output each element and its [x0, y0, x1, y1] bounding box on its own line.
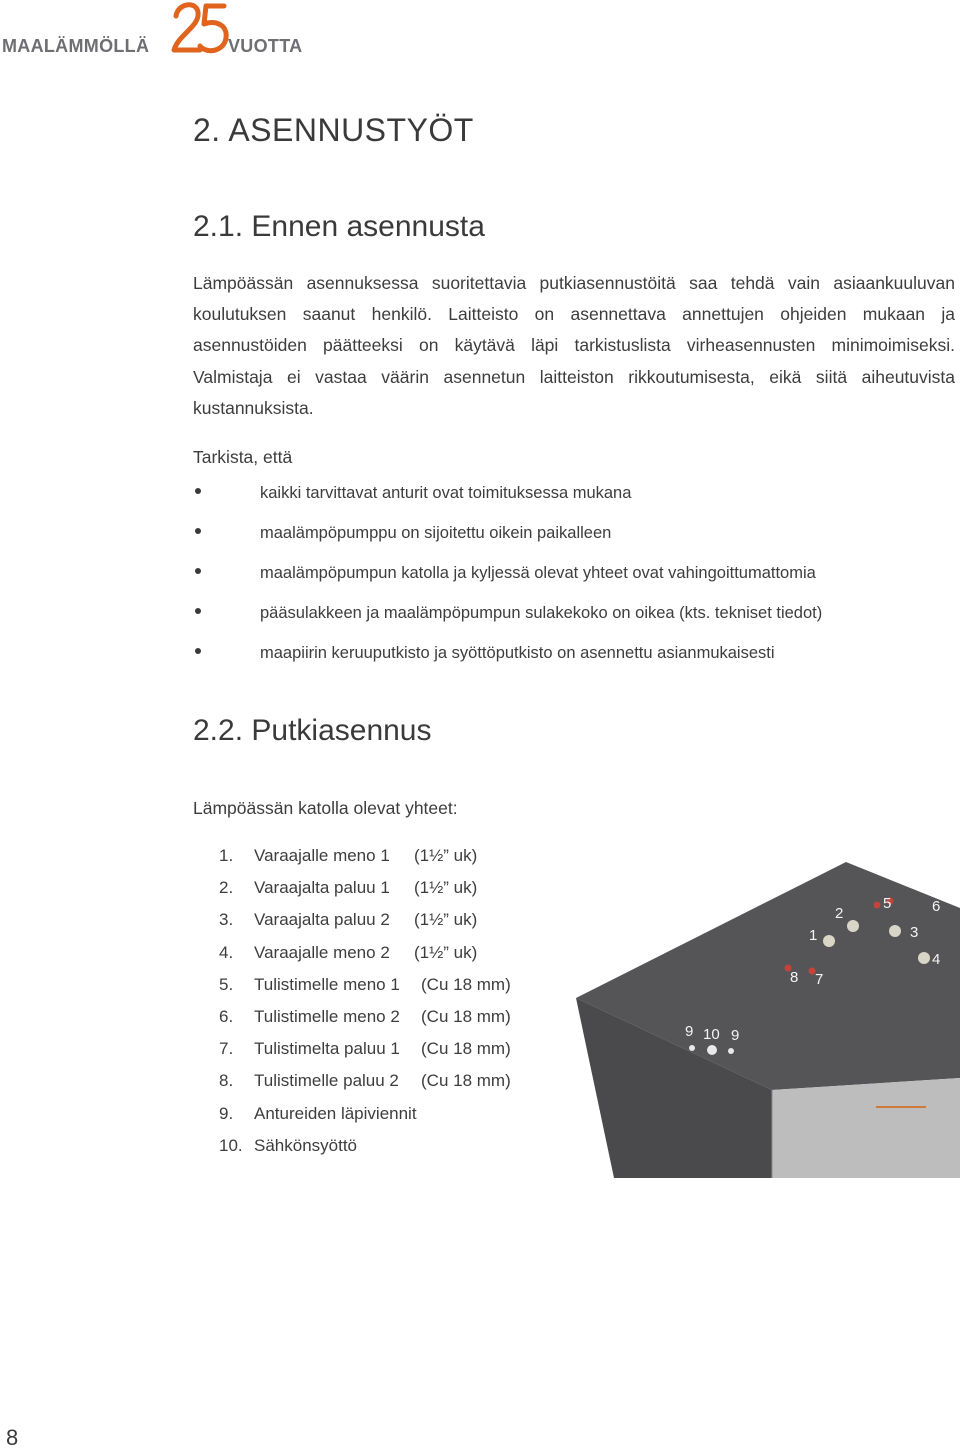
- section-title: 2. ASENNUSTYÖT: [193, 112, 474, 148]
- list-item: 7. Tulistimelta paluu 1 (Cu 18 mm): [219, 1039, 511, 1059]
- diagram-label-9b: 9: [731, 1027, 740, 1044]
- diagram-label-3: 3: [910, 924, 919, 941]
- subsection-1-title: 2.1. Ennen asennusta: [193, 210, 485, 243]
- list-item: kaikki tarvittavat anturit ovat toimituksessa mukana: [193, 482, 953, 522]
- list-item: pääsulakkeen ja maalämpöpumpun sulakekoko on oikea (kts. tekniset tiedot): [193, 602, 953, 642]
- unit-front-panel: [772, 1078, 960, 1178]
- page-number: 8: [6, 1425, 19, 1450]
- heat-pump-top-diagram: [576, 858, 960, 1178]
- list-item: maalämpöpumpun katolla ja kyljessä olevat yhteet ovat vahingoittumattomia: [193, 562, 953, 602]
- connections-list: [219, 846, 511, 1168]
- connector-1: [823, 935, 835, 947]
- list-item: 4. Varaajalle meno 2 (1½” uk): [219, 942, 478, 962]
- power-feed: [707, 1045, 717, 1055]
- diagram-label-7: 7: [815, 971, 824, 988]
- list-item: 1. Varaajalle meno 1 (1½” uk): [219, 846, 478, 865]
- sensor-passthrough-2: [728, 1048, 734, 1054]
- checklist: [193, 482, 953, 682]
- subsection-2-title: 2.2. Putkiasennus: [193, 714, 432, 747]
- sensor-passthrough-1: [689, 1045, 695, 1051]
- checklist-lead: Tarkista, että: [193, 447, 293, 467]
- bullet: [195, 528, 201, 534]
- connector-4: [918, 952, 930, 964]
- diagram-label-1: 1: [809, 927, 818, 944]
- connections-lead: Lämpöässän katolla olevat yhteet:: [193, 798, 458, 818]
- logo-text-left: MAALÄMMÖLLÄ: [2, 36, 150, 56]
- diagram-label-8: 8: [790, 969, 799, 986]
- brand-strip: [876, 1106, 926, 1108]
- diagram-label-2: 2: [835, 905, 844, 922]
- diagram-label-6: 6: [932, 898, 941, 915]
- connector-5: [874, 902, 881, 909]
- diagram-label-10: 10: [703, 1026, 720, 1043]
- list-item: 5. Tulistimelle meno 1 (Cu 18 mm): [219, 974, 511, 994]
- bullet: [195, 488, 201, 494]
- connector-2: [847, 920, 859, 932]
- list-item: maalämpöpumppu on sijoitettu oikein paikalleen: [193, 522, 953, 562]
- list-item: 9. Antureiden läpiviennit: [219, 1103, 417, 1123]
- diagram-label-9: 9: [685, 1023, 694, 1040]
- list-item: 10. Sähkönsyöttö: [219, 1135, 358, 1155]
- bullet: [195, 608, 201, 614]
- bullet: [195, 648, 201, 654]
- logo-25-mark: [170, 0, 230, 56]
- diagram-label-5: 5: [883, 895, 892, 912]
- list-item: 6. Tulistimelle meno 2 (Cu 18 mm): [219, 1006, 511, 1026]
- bullet: [195, 568, 201, 574]
- list-item: 2. Varaajalta paluu 1 (1½” uk): [219, 878, 478, 898]
- list-item: maapiirin keruuputkisto ja syöttöputkisto on asennettu asianmukaisesti: [193, 642, 953, 682]
- list-item: 8. Tulistimelle paluu 2 (Cu 18 mm): [219, 1071, 511, 1091]
- diagram-label-4: 4: [932, 951, 941, 968]
- list-item: 3. Varaajalta paluu 2 (1½” uk): [219, 910, 478, 930]
- intro-paragraph: Lämpöässän asennuksessa suoritettavia putkiasennustöitä saa tehdä vain asiaankuuluvan koulutuksen saanut henkilö. Laitteisto on asennettava annettujen ohjeiden mukaan ja asennustöiden päätteeksi on käytävä läpi tarkistuslista virheasennusten minimoimiseksi. Valmistaja ei vastaa väärin asennetun laitteiston rikkoutumisesta, eikä siitä aiheutuvista kustannuksista.: [193, 273, 955, 418]
- connector-3: [889, 925, 901, 937]
- logo-text-right: VUOTTA: [228, 36, 303, 56]
